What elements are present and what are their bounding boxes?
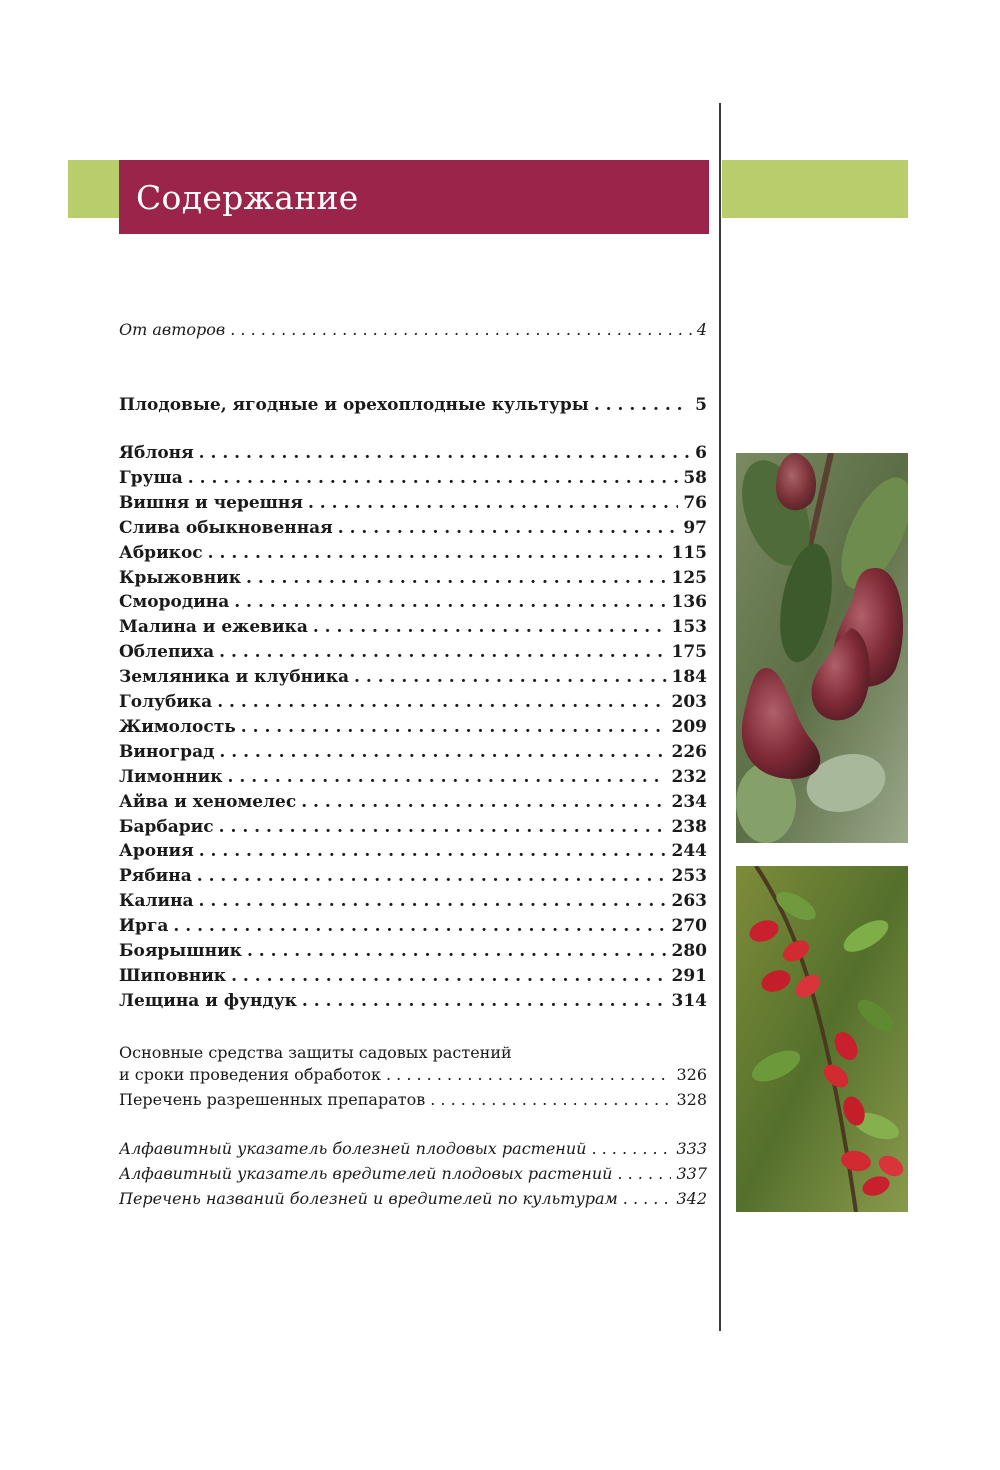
toc-page: 270: [671, 916, 707, 937]
toc-page: 209: [671, 716, 707, 737]
toc-leader: [219, 642, 666, 662]
toc-entry-crop[interactable]: [119, 916, 707, 941]
toc-page: 333: [676, 1139, 707, 1158]
toc-entry-crop[interactable]: [119, 543, 707, 568]
toc-label: Плодовые, ягодные и орехоплодные культуры: [119, 395, 589, 415]
toc-leader: [247, 941, 667, 961]
toc-label: Яблоня: [119, 443, 194, 463]
toc-label: Рябина: [119, 866, 192, 887]
toc-leader: [199, 891, 667, 911]
toc-leader: [173, 916, 666, 936]
toc-leader: [219, 742, 666, 762]
toc-entry-approved-preparations[interactable]: [119, 1090, 707, 1115]
toc-entry-crop[interactable]: [119, 941, 707, 966]
toc-page: 314: [671, 990, 707, 1011]
toc-label: Вишня и черешня: [119, 492, 303, 513]
toc-page: 244: [671, 841, 707, 862]
toc-entry-crop[interactable]: [119, 966, 707, 991]
toc-page: 136: [671, 592, 707, 613]
toc-label: Лимонник: [119, 766, 223, 787]
toc-page: 263: [671, 891, 707, 912]
toc-entry-crop[interactable]: [119, 692, 707, 717]
toc-entry-crop[interactable]: [119, 617, 707, 642]
toc-label: Перечень разрешенных препаратов: [119, 1090, 426, 1109]
vertical-rule: [719, 103, 721, 1331]
page-title: Содержание: [136, 177, 359, 217]
toc-leader: [217, 692, 666, 712]
toc-entry-crop[interactable]: [119, 568, 707, 593]
toc-label: Голубика: [119, 692, 213, 712]
toc-entry-crop[interactable]: [119, 742, 707, 767]
toc-label: Смородина: [119, 592, 230, 613]
toc-leader: [354, 667, 666, 687]
toc-label: и сроки проведения обработок: [119, 1065, 381, 1084]
toc-entry-crop[interactable]: [119, 717, 707, 742]
toc-page: 4: [696, 320, 707, 339]
toc-entry-crop[interactable]: [119, 443, 707, 468]
toc-page: 6: [695, 443, 707, 463]
toc-leader: [228, 767, 667, 787]
toc-entry-crop[interactable]: [119, 642, 707, 667]
toc-label: Калина: [119, 891, 194, 912]
pear-photo: [736, 453, 908, 843]
toc-page: 253: [671, 866, 707, 887]
toc-page: 5: [695, 395, 707, 415]
toc-label: Ирга: [119, 916, 169, 937]
toc-entry-index-by-crop[interactable]: [119, 1189, 707, 1214]
toc-entry-section[interactable]: [119, 395, 707, 420]
toc-label: Алфавитный указатель вредителей плодовых растений: [119, 1164, 613, 1183]
toc-leader: [234, 592, 666, 612]
toc-page: 328: [676, 1090, 707, 1109]
toc-entry-crop[interactable]: [119, 841, 707, 866]
protection-heading: Основные средства защиты садовых растений: [119, 1043, 512, 1062]
toc-page: 226: [671, 741, 707, 762]
toc-leader: [594, 395, 690, 415]
toc-entry-crop[interactable]: [119, 866, 707, 891]
toc-entry-crop[interactable]: [119, 891, 707, 916]
toc-entry-crop[interactable]: [119, 667, 707, 692]
toc-label: Малина и ежевика: [119, 617, 308, 638]
cornelian-cherry-photo: [736, 866, 908, 1212]
toc-page: 280: [671, 941, 707, 961]
toc-page: 234: [671, 791, 707, 812]
toc-label: Жимолость: [119, 716, 236, 737]
toc-leader: [302, 991, 667, 1011]
toc-page: 342: [676, 1189, 707, 1208]
toc-entry-protection-terms[interactable]: [119, 1065, 707, 1090]
toc-entry-crop[interactable]: [119, 817, 707, 842]
toc-leader: [199, 841, 667, 861]
toc-leader: [623, 1189, 672, 1208]
toc-leader: [386, 1065, 671, 1084]
toc-label: Барбарис: [119, 816, 214, 837]
toc-entry-crop[interactable]: [119, 468, 707, 493]
toc-label: Лещина и фундук: [119, 990, 297, 1011]
toc-label: Груша: [119, 467, 183, 488]
toc-leader: [301, 792, 666, 812]
toc-entry-crop[interactable]: [119, 767, 707, 792]
toc-leader: [219, 817, 667, 837]
toc-entry-index-diseases[interactable]: [119, 1139, 707, 1164]
title-banner: [119, 160, 709, 234]
toc-page: 125: [671, 567, 707, 588]
toc-label: Айва и хеномелес: [119, 791, 297, 812]
toc-entry-index-pests[interactable]: [119, 1164, 707, 1189]
toc-leader: [231, 966, 666, 986]
toc-label: Облепиха: [119, 642, 215, 663]
toc-page: 291: [671, 965, 707, 986]
toc-leader: [338, 518, 679, 538]
toc-page: 203: [671, 692, 707, 712]
toc-entry-intro[interactable]: [119, 320, 707, 345]
toc-label: Абрикос: [119, 542, 203, 563]
toc-entry-crop[interactable]: [119, 991, 707, 1016]
toc-label: Алфавитный указатель болезней плодовых растений: [119, 1139, 587, 1158]
toc-page: 175: [671, 642, 707, 663]
toc-entry-crop[interactable]: [119, 592, 707, 617]
toc-page: 238: [671, 816, 707, 837]
toc-leader: [208, 543, 667, 563]
toc-label: Арония: [119, 841, 194, 862]
toc-label: Крыжовник: [119, 567, 242, 588]
toc-page: 232: [671, 766, 707, 787]
toc-label: Земляника и клубника: [119, 667, 350, 688]
toc-label: Шиповник: [119, 965, 227, 986]
toc-entry-crop[interactable]: [119, 792, 707, 817]
toc-page: 76: [683, 492, 707, 513]
toc-page: 337: [676, 1164, 707, 1183]
toc-leader: [430, 1090, 671, 1109]
toc-label: Виноград: [119, 741, 215, 762]
toc-leader: [241, 717, 667, 737]
toc-label: Перечень названий болезней и вредителей по культурам: [119, 1189, 618, 1208]
toc-page: 115: [671, 542, 707, 563]
toc-leader: [188, 468, 679, 488]
toc-page: 153: [671, 617, 707, 638]
toc-page: 97: [683, 517, 707, 538]
toc-entry-crop[interactable]: [119, 518, 707, 543]
toc-leader: [313, 617, 667, 637]
toc-leader: [617, 1164, 671, 1183]
toc-leader: [246, 568, 666, 588]
toc-label: От авторов: [119, 320, 226, 339]
toc-page: 184: [671, 667, 707, 688]
toc-leader: [197, 866, 667, 886]
toc-label: Боярышник: [119, 941, 242, 961]
green-band-right: [722, 160, 908, 218]
toc-page: 58: [683, 467, 707, 488]
toc-leader: [591, 1139, 671, 1158]
toc-leader: [308, 493, 678, 513]
toc-page: 326: [676, 1065, 707, 1084]
toc-leader: [230, 320, 692, 339]
toc-leader: [199, 443, 690, 463]
toc-entry-crop[interactable]: [119, 493, 707, 518]
toc-label: Слива обыкновенная: [119, 517, 333, 538]
